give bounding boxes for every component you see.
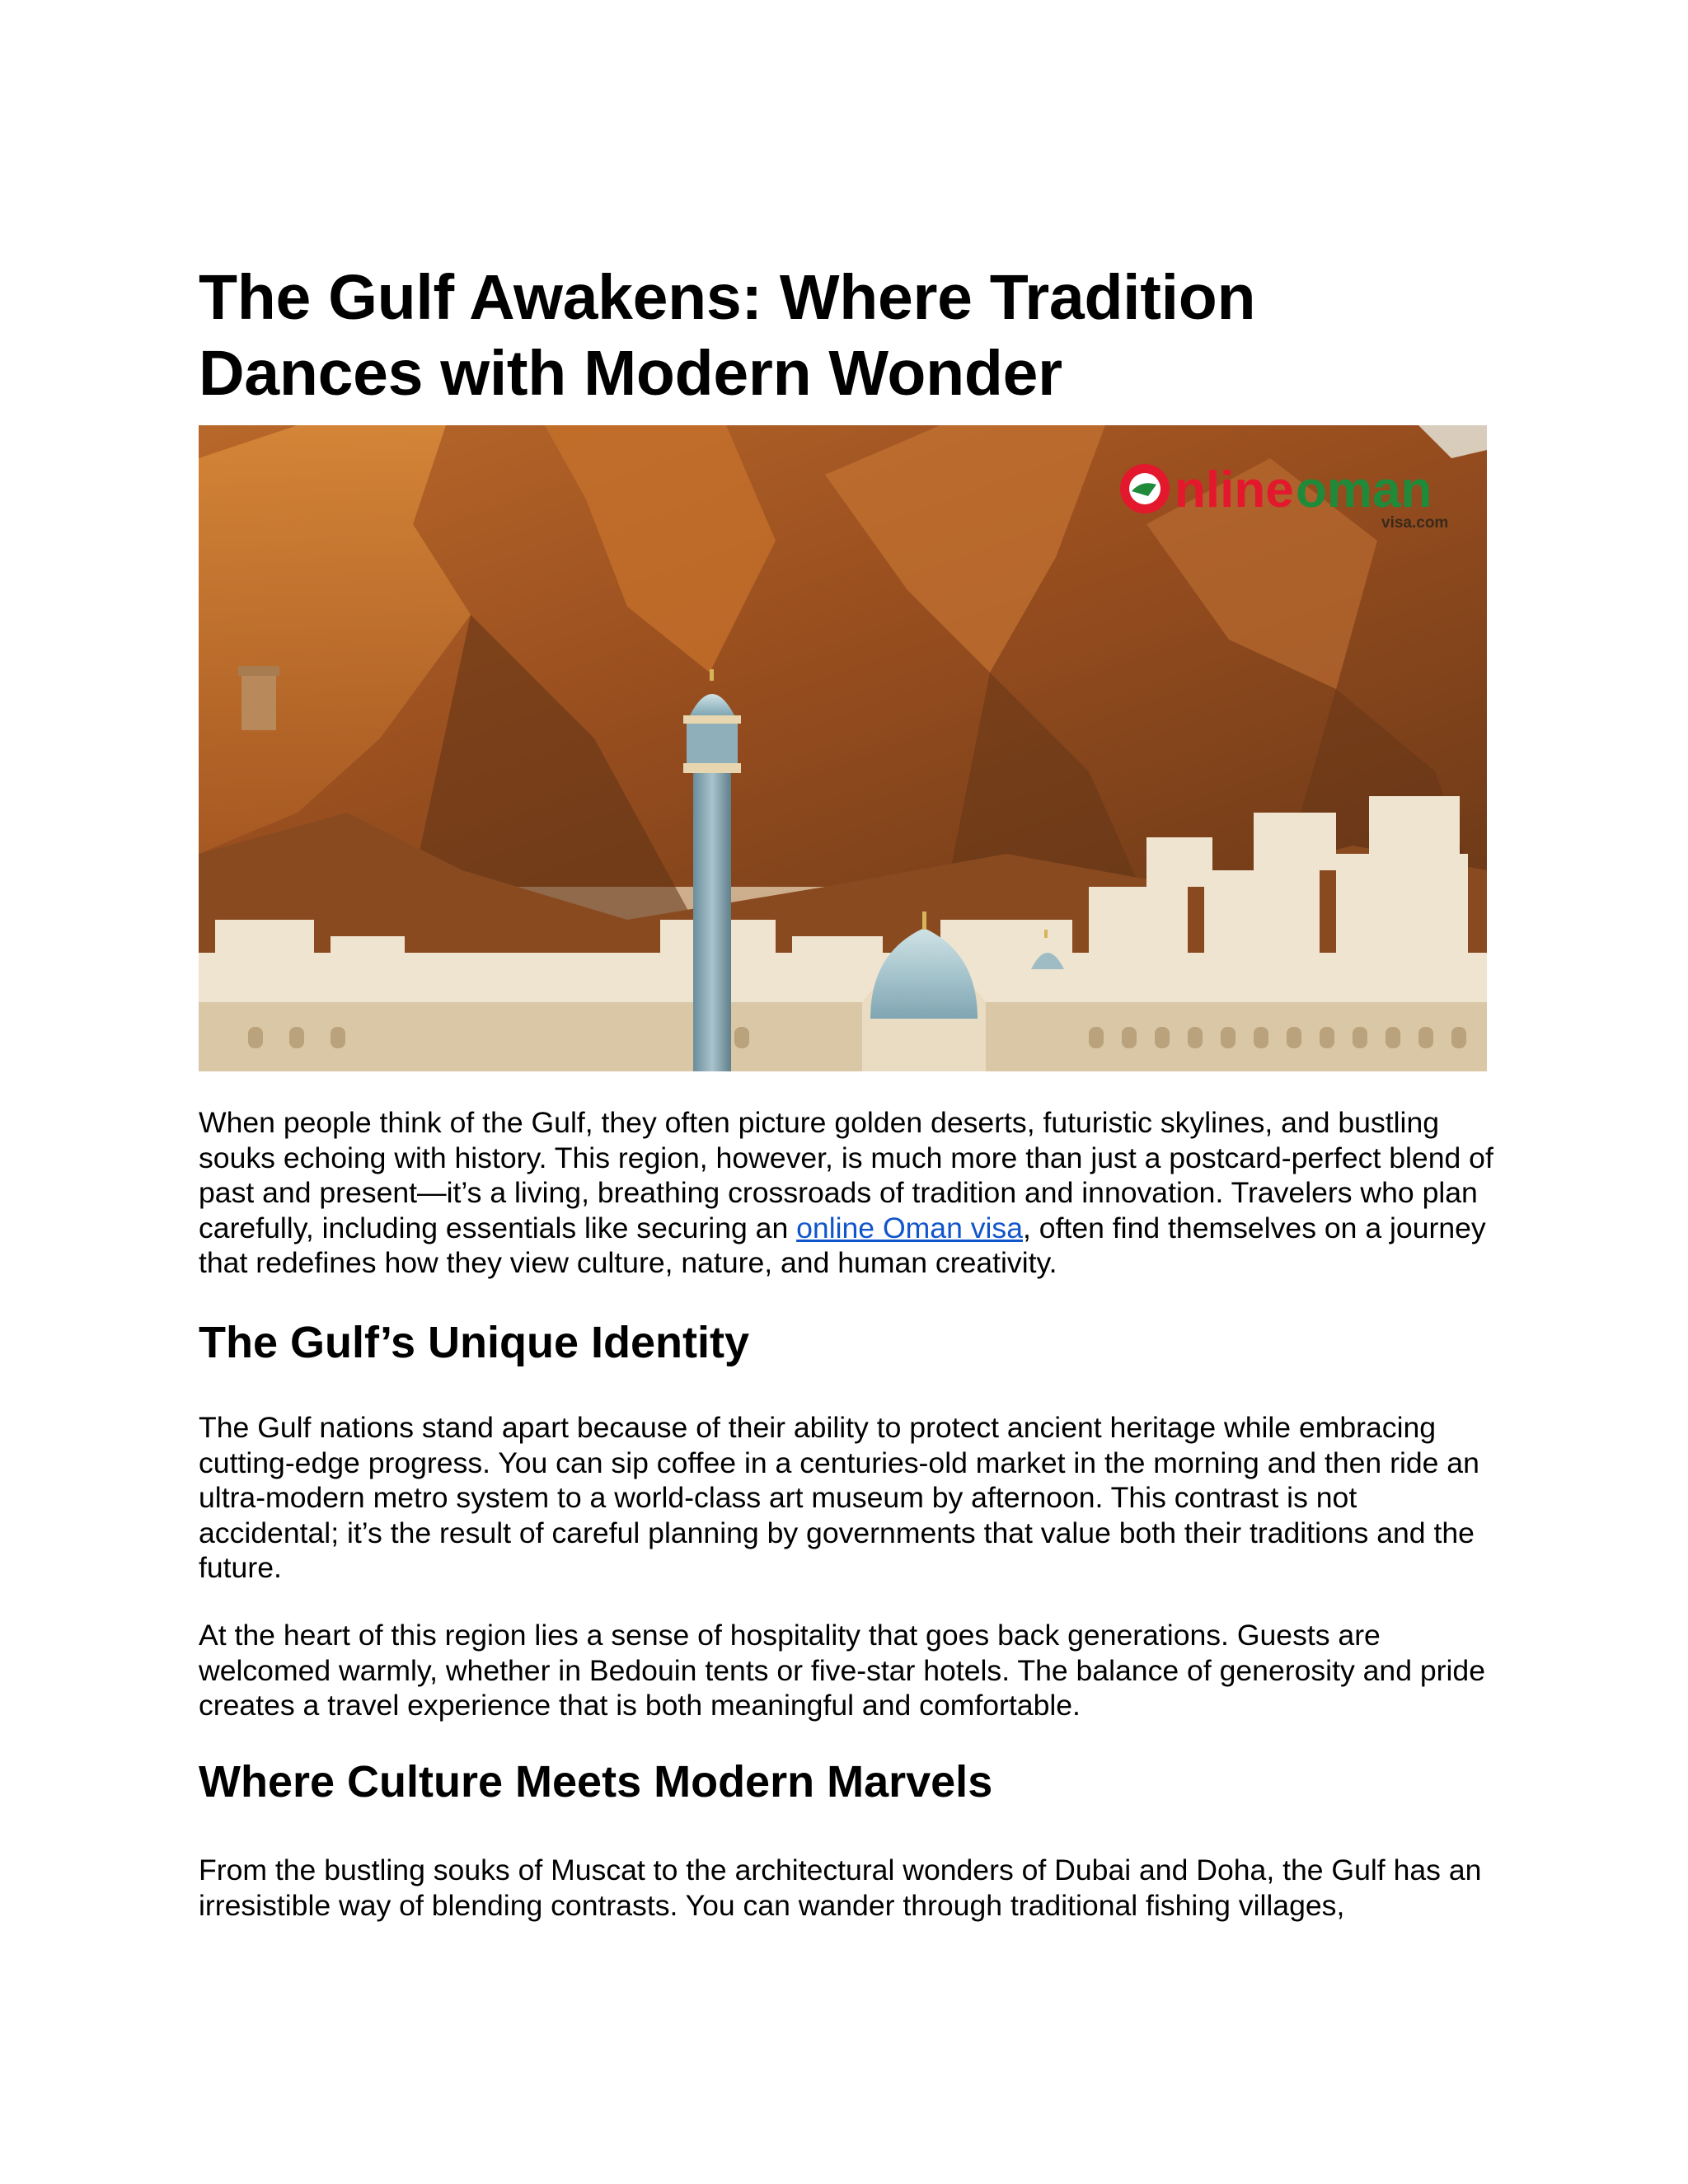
section-2-paragraph-1: From the bustling souks of Muscat to the architectural wonders of Dubai and Doha, the Gulf has an irresistible way of blending contrasts. You can wander through traditional fishing villages,	[199, 1854, 1482, 1922]
intro-text-end: , often find themselves on a journey that redefines how they view culture, nature, and human creativity.	[199, 1211, 1486, 1279]
section-1-paragraph-2: At the heart of this region lies a sense of hospitality that goes back generations. Guests are welcomed warmly, whether in Bedouin tents or five-star hotels. The balance of generosity and pride creates a travel experience that is both meaningful and comfortable.	[199, 1619, 1485, 1722]
section-1-paragraph-1: The Gulf nations stand apart because of their ability to protect ancient heritage while embracing cutting-edge progress. You can sip coffee in a centuries-old market in the morning and then ride an ultra-modern metro system to a world-class art museum by afternoon. This contrast is not accidental; it’s the result of careful planning by governments that value both their traditions and the future.	[199, 1411, 1479, 1584]
intro-text-start: When people think of the Gulf, they often picture golden deserts, futuristic skylines, and bustling souks echoing with history. This region, however, is much more than just a postcard-perfect blend of past and present—it’s a living, breathing crossroads of tradition and innovation. Travelers who plan carefully, including essentials like securing an	[199, 1106, 1493, 1244]
article-title: The Gulf Awakens: Where Tradition Dances with Modern Wonder	[199, 262, 1256, 409]
logo-brand-text: oman	[1296, 462, 1432, 518]
logo-prefix-text: nline	[1175, 462, 1294, 518]
intro-paragraph	[199, 1105, 1497, 1281]
section-heading-gulf-identity: The Gulf’s Unique Identity	[199, 1318, 749, 1367]
logo-subtext: visa.com	[1381, 514, 1449, 532]
section-heading-culture-modern: Where Culture Meets Modern Marvels	[199, 1757, 993, 1807]
hero-image	[199, 425, 1487, 1071]
online-oman-visa-link[interactable]: online Oman visa	[796, 1211, 1024, 1244]
